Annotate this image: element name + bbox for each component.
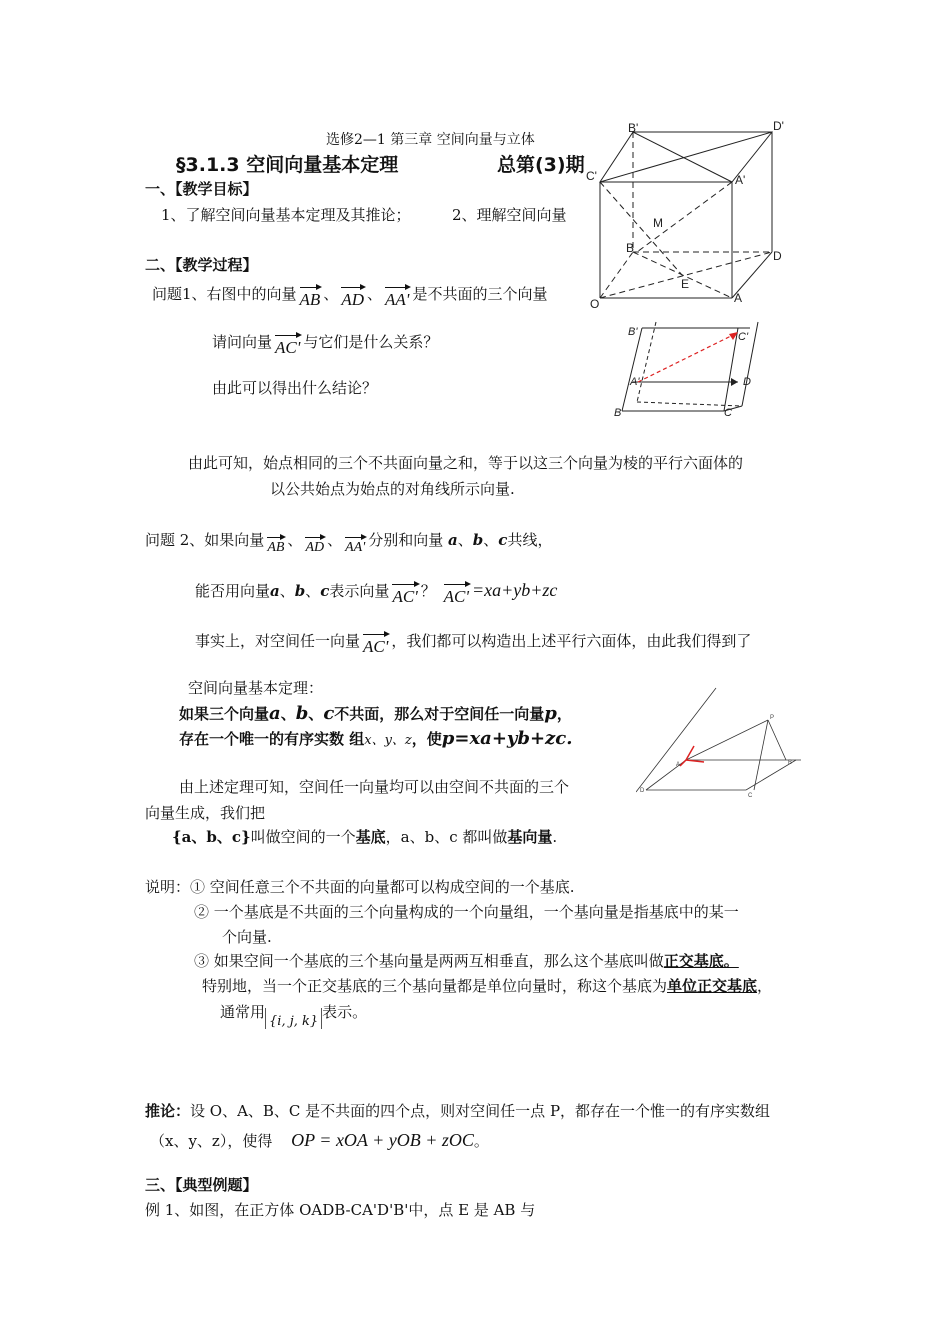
section-heading: 一、【教学目标】	[145, 180, 258, 198]
note-3: ③ 如果空间一个基底的三个基向量是两两互相垂直，那么这个基底叫做正交基底。	[194, 952, 739, 970]
label-D1: D'	[773, 119, 784, 133]
note-1: 说明：① 空间任意三个不共面的向量都可以构成空间的一个基底.	[145, 878, 575, 896]
question-1-ask: 请问向量 AC' 与它们是什么关系？	[212, 333, 439, 357]
label-C1: C'	[586, 169, 597, 183]
label-D: D	[640, 788, 645, 794]
label-D: D	[743, 376, 751, 388]
question-1-conclusion: 由此可以得出什么结论？	[212, 379, 378, 397]
ijk-basis: {i, j, k}	[265, 1008, 322, 1029]
fact-line: 事实上，对空间任一向量 AC' ，我们都可以构造出上述平行六面体，由此我们得到了	[195, 632, 752, 656]
vector-AD: AD	[341, 287, 364, 308]
result-line-2: 以公共始点为始点的对角线所示向量.	[270, 480, 515, 498]
label-A: A	[734, 291, 743, 305]
goal-2: 2、理解空间向量	[452, 206, 567, 224]
label-B: B	[788, 760, 793, 766]
page-title: §3.1.3 空间向量基本定理	[176, 154, 399, 176]
theorem-line-2: 存在一个唯一的有序实数 组x、y、z，使p=xa+yb+zc.	[179, 728, 573, 749]
label-A: A	[676, 762, 681, 768]
issue-number: 总第(3)期	[497, 154, 585, 176]
vector-AC1: AC'	[275, 335, 300, 356]
question-2-ask: 能否用向量a、b、c表示向量 AC' ？ AC' =xa+yb+zc	[195, 580, 558, 606]
note-2-cont: 个向量.	[222, 928, 272, 946]
section-heading: 二、【教学过程】	[145, 256, 258, 274]
label-A1: A'	[630, 376, 640, 388]
label-M: M	[653, 216, 663, 230]
label-C1: C'	[738, 331, 749, 343]
question-1: 问题1、右图中的向量 AB 、 AD 、 AA' 是不共面的三个向量	[152, 285, 548, 309]
parallelepiped-figure	[610, 316, 770, 421]
label-E: E	[681, 277, 690, 291]
decomposition-figure	[636, 684, 811, 804]
note-2: ② 一个基底是不共面的三个向量构成的一个向量组，一个基向量是指基底中的某一	[194, 903, 739, 921]
section-heading: 三、【典型例题】	[145, 1176, 258, 1194]
label-B1: B'	[628, 326, 638, 338]
label-A1: A'	[735, 173, 746, 187]
basis-line-3: {a、b、c}叫做空间的一个基底，a、b、c 都叫做基向量.	[172, 828, 558, 846]
theorem-name: 空间向量基本定理：	[188, 679, 324, 697]
chapter-header: 选修2—1 第三章 空间向量与立体	[326, 132, 535, 148]
label-D: D	[773, 249, 782, 263]
basis-line-2: 向量生成，我们把	[145, 804, 266, 822]
corollary-formula: OP = xOA + yOB + zOC	[291, 1130, 474, 1150]
label-P: P	[770, 715, 775, 721]
cube-figure	[582, 112, 792, 312]
basis-line-1: 由上述定理可知，空间任一向量均可以由空间不共面的三个	[179, 778, 570, 796]
label-B: B	[626, 241, 635, 255]
note-4: 特别地，当一个正交基底的三个基向量都是单位向量时，称这个基底为单位正交基底，	[202, 977, 773, 995]
vector-AB: AB	[300, 287, 321, 308]
decomposition-formula: =xa+yb+zc	[471, 580, 558, 600]
corollary-line-2: （x、y、z），使得 OP = xOA + yOB + zOC。	[150, 1130, 489, 1150]
label-B1: B'	[628, 121, 639, 135]
result-line-1: 由此可知，始点相同的三个不共面向量之和，等于以这三个向量为棱的平行六面体的	[188, 454, 744, 472]
goal-1: 1、了解空间向量基本定理及其推论；	[161, 206, 411, 224]
label-O: O	[590, 297, 600, 311]
question-2: 问题 2、如果向量 AB 、 AD 、 AA' 分别和向量 a、b、c共线，	[145, 531, 553, 555]
example-1: 例 1、如图，在正方体 OADB-CA'D'B'中，点 E 是 AB 与	[145, 1201, 536, 1219]
label-C: C	[748, 793, 753, 799]
note-5: 通常用{i, j, k}表示。	[220, 1003, 368, 1029]
vector-AA1: AA'	[385, 287, 409, 308]
theorem-line-1: 如果三个向量a、b、c不共面，那么对于空间任一向量p，	[179, 703, 572, 724]
theorem-formula: p=xa+yb+zc.	[441, 728, 573, 749]
label-C: C	[724, 407, 732, 419]
corollary: 推论：设 O、A、B、C 是不共面的四个点，则对空间任一点 P，都存在一个惟一的有序实数组	[145, 1102, 771, 1120]
label-B: B	[614, 407, 622, 419]
